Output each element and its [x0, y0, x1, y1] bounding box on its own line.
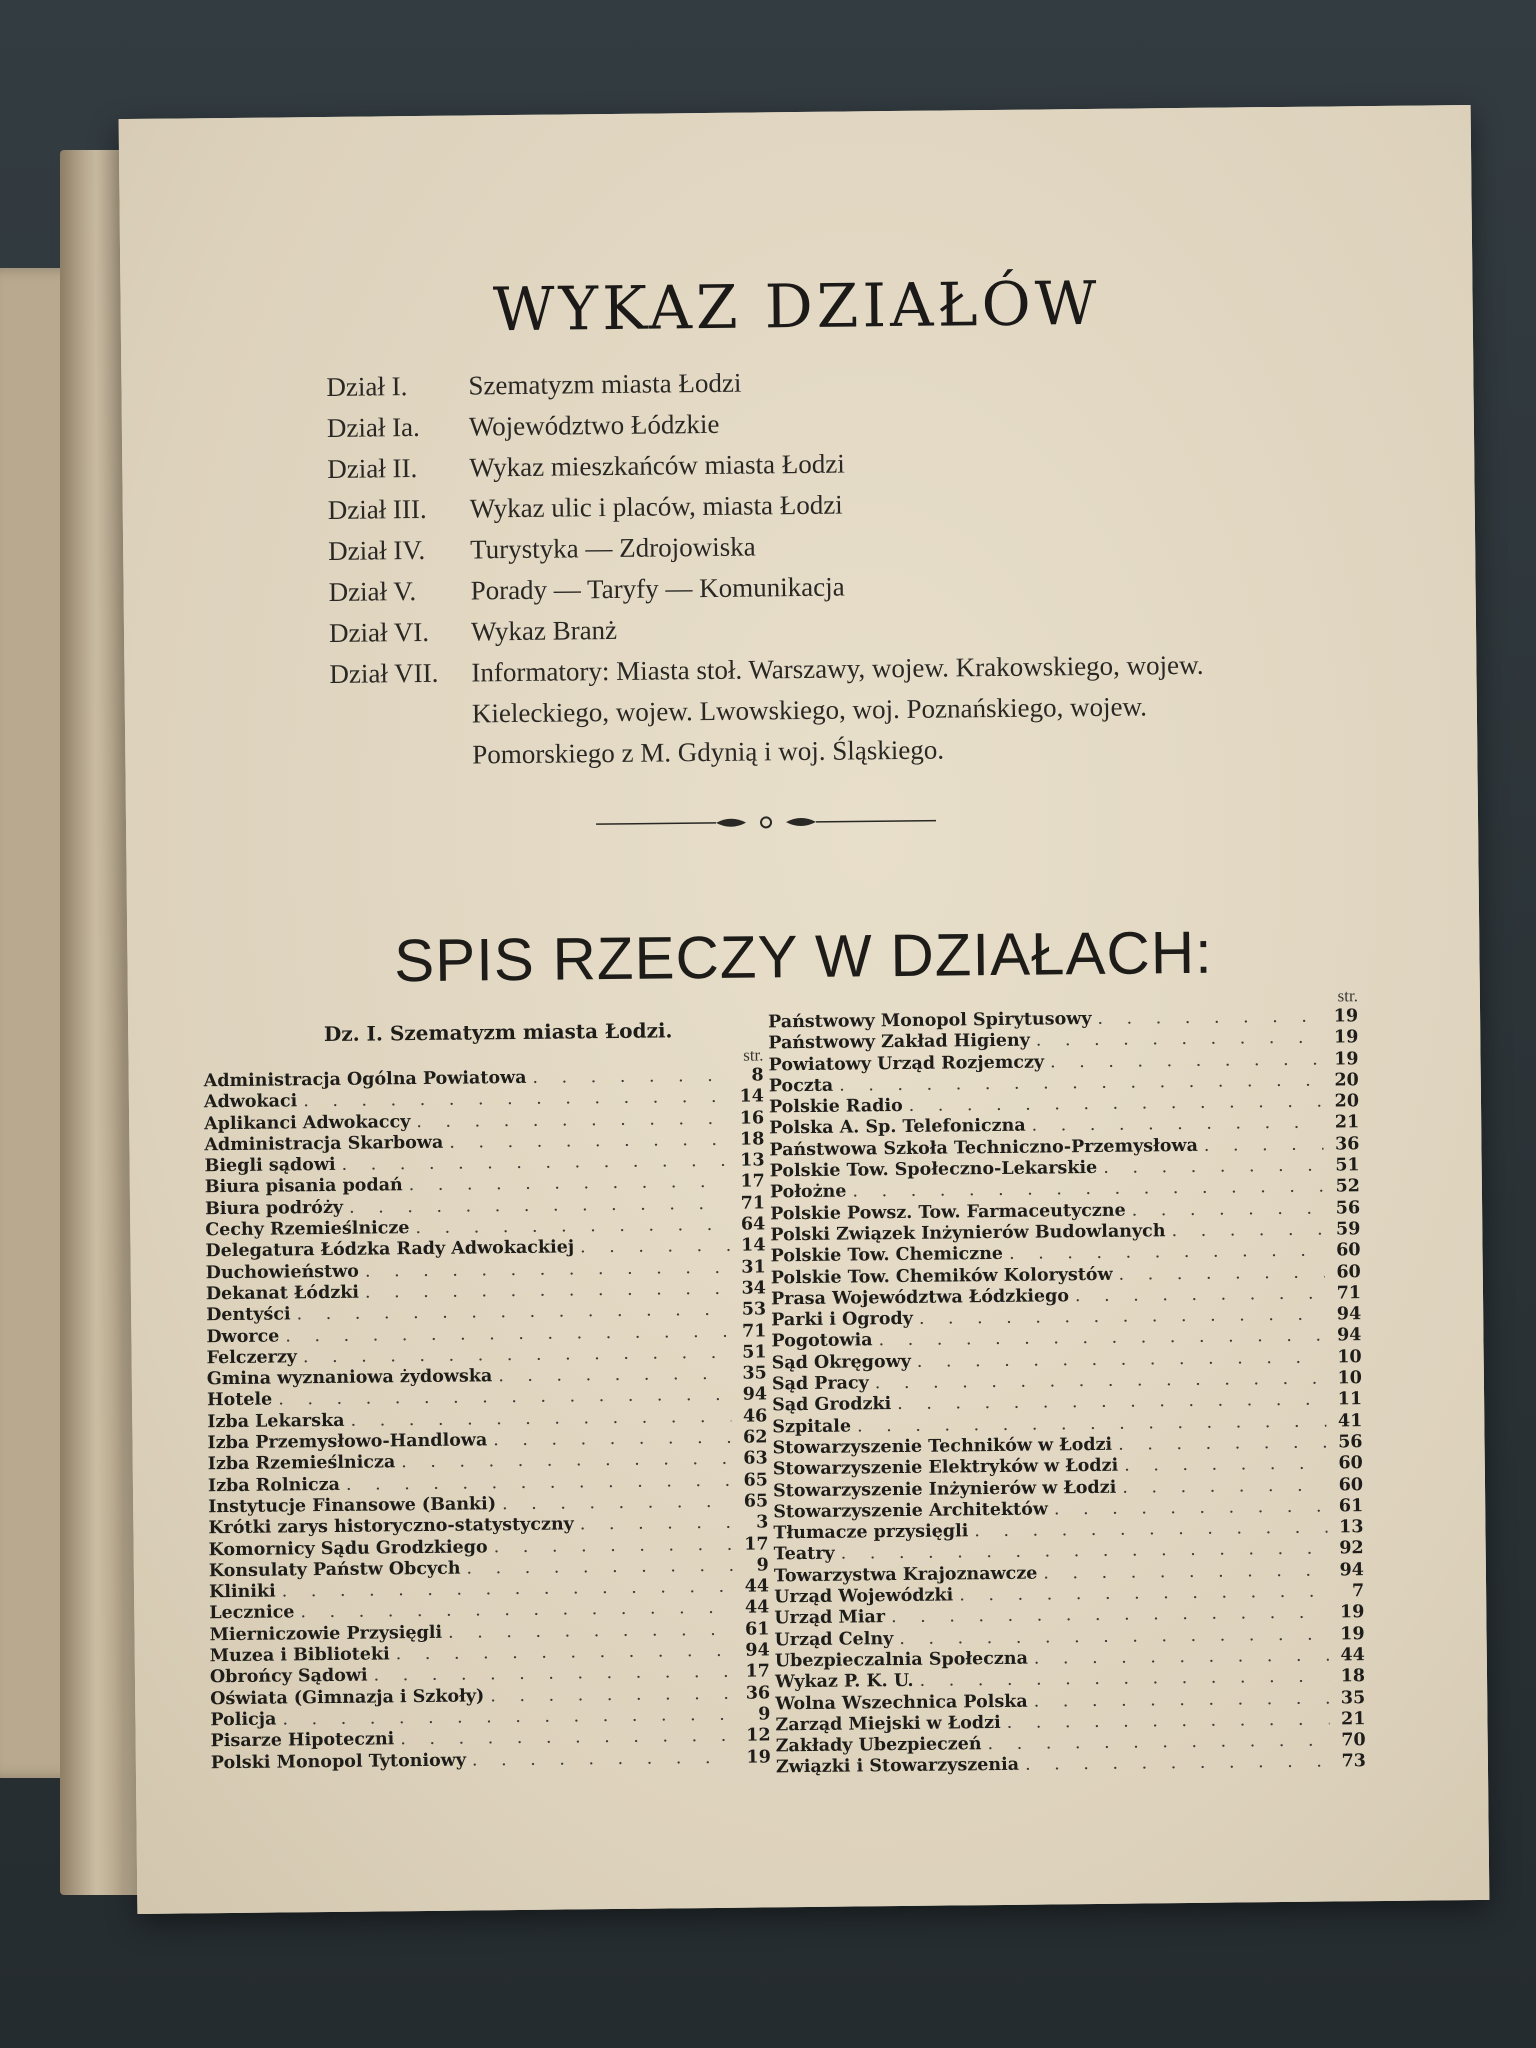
entry-page: 34: [741, 1278, 767, 1299]
entry-page: 35: [1340, 1687, 1366, 1708]
leader-dots: [1036, 1028, 1323, 1051]
entry-name: Urząd Wojewódzki: [774, 1585, 954, 1608]
entry-name: Oświata (Gimnazja i Szkoły): [210, 1685, 485, 1709]
entry-page: 14: [741, 1235, 766, 1257]
entry-name: Wykaz P. K. U.: [774, 1671, 914, 1693]
entry-name: Polska A. Sp. Telefoniczna: [769, 1116, 1026, 1139]
entry-page: 17: [744, 1533, 769, 1555]
section-text: Województwo Łódzkie: [468, 408, 720, 442]
leader-dots: [532, 1066, 727, 1088]
entry-page: 9: [756, 1555, 769, 1576]
entry-name: Państwowy Monopol Spirytusowy: [768, 1008, 1092, 1033]
entry-name: Teatry: [773, 1544, 835, 1565]
entry-name: Delegatura Łódzka Rady Adwokackiej: [205, 1237, 575, 1262]
leader-dots: [409, 1172, 729, 1195]
entry-name: Powiatowy Urząd Rozjemczy: [768, 1052, 1045, 1075]
entry-name: Polskie Tow. Chemików Kolorystów: [770, 1264, 1113, 1288]
entry-page: 92: [1339, 1538, 1364, 1559]
leader-dots: [365, 1257, 730, 1281]
entry-page: 60: [1338, 1474, 1364, 1495]
entry-name: Lecznice: [209, 1602, 295, 1624]
entry-name: Ubezpieczalnia Społeczna: [774, 1648, 1028, 1672]
entry-page: 46: [742, 1406, 768, 1427]
entry-page: 12: [746, 1725, 771, 1746]
leader-dots: [342, 1151, 729, 1175]
section-text: Turystyka — Zdrojowiska: [470, 531, 756, 565]
section-row: [329, 645, 1230, 777]
entry-page: 56: [1338, 1432, 1363, 1453]
leader-dots: [891, 1603, 1329, 1628]
leader-dots: [350, 1407, 731, 1431]
entry-page: 73: [1341, 1751, 1367, 1772]
main-title: WYKAZ DZIAŁÓW: [492, 268, 1101, 346]
section-label: Dział V.: [328, 576, 417, 607]
entry-name: Kliniki: [208, 1581, 276, 1603]
leader-dots: [490, 1683, 734, 1706]
entry-page: 94: [745, 1640, 770, 1661]
leader-dots: [303, 1087, 728, 1111]
entry-page: 65: [743, 1470, 769, 1491]
entry-page: 61: [745, 1619, 770, 1640]
leader-dots: [502, 1492, 732, 1514]
entry-name: Komornicy Sądu Grodzkiego: [208, 1536, 488, 1560]
entry-page: 94: [1339, 1559, 1365, 1581]
leader-dots: [498, 1364, 731, 1386]
leader-dots: [580, 1236, 730, 1258]
entry-name: Biura pisania podań: [204, 1175, 403, 1198]
leader-dots: [899, 1624, 1328, 1648]
leader-dots: [1171, 1220, 1324, 1242]
entry-page: 51: [742, 1342, 767, 1363]
entry-name: Stowarzyszenie Techników w Łodzi: [772, 1434, 1113, 1459]
leader-dots: [285, 1321, 730, 1346]
leader-dots: [909, 1092, 1323, 1116]
leader-dots: [415, 1215, 729, 1238]
leader-dots: [1034, 1645, 1329, 1668]
leader-dots: [1122, 1475, 1327, 1497]
entry-page: 70: [1341, 1730, 1366, 1751]
section-text: Szematyzm miasta Łodzi: [468, 367, 742, 401]
entry-page: 71: [740, 1193, 766, 1214]
section-label: Dział VII.: [329, 657, 439, 689]
entry-name: Stowarzyszenie Elektryków w Łodzi: [772, 1455, 1119, 1480]
entry-name: Polski Związek Inżynierów Budowlanych: [770, 1221, 1166, 1246]
entry-name: Felczerzy: [206, 1347, 298, 1369]
ornament-divider-icon: [596, 811, 936, 835]
leader-dots: [919, 1667, 1329, 1691]
leader-dots: [580, 1513, 733, 1535]
entry-page: 17: [740, 1171, 765, 1193]
entry-page: 19: [1339, 1602, 1365, 1623]
entry-name: Parki i Ogrody: [771, 1309, 913, 1331]
leader-dots: [448, 1619, 734, 1642]
section-label: Dział IV.: [328, 534, 426, 566]
section-text: Wykaz Branż: [470, 614, 618, 647]
entry-name: Zarząd Miejski w Łodzi: [775, 1712, 1001, 1736]
entry-name: Izba Lekarska: [207, 1410, 345, 1433]
leader-dots: [300, 1598, 733, 1623]
entry-page: 10: [1337, 1346, 1362, 1368]
entry-name: Prasa Województwa Łódzkiego: [770, 1286, 1070, 1310]
entry-name: Sąd Pracy: [771, 1373, 869, 1395]
entry-page: 44: [1340, 1645, 1365, 1666]
leader-dots: [396, 1641, 734, 1665]
entry-page: 60: [1336, 1240, 1361, 1261]
str-label: str.: [743, 1045, 764, 1065]
leader-dots: [974, 1518, 1327, 1542]
entry-page: 19: [1333, 1027, 1359, 1048]
entry-page: 11: [1337, 1389, 1363, 1410]
entry-name: Pisarze Hipoteczni: [210, 1729, 395, 1752]
entry-page: 19: [1334, 1048, 1359, 1070]
leader-dots: [959, 1582, 1328, 1606]
leader-dots: [346, 1470, 732, 1494]
entry-name: Administracja Ogólna Powiatowa: [203, 1067, 527, 1092]
entry-name: Urząd Celny: [774, 1628, 894, 1650]
entry-name: Adwokaci: [203, 1091, 298, 1113]
entry-name: Konsulaty Państw Obcych: [208, 1558, 461, 1582]
leader-dots: [1118, 1432, 1327, 1454]
entry-page: 8: [751, 1065, 764, 1086]
entry-page: 51: [1335, 1155, 1360, 1176]
entry-page: 7: [1351, 1581, 1365, 1602]
entry-page: 9: [758, 1704, 771, 1725]
leader-dots: [1075, 1283, 1325, 1306]
entry-name: Izba Rzemieślnicza: [207, 1452, 396, 1475]
entry-name: Państwowa Szkoła Techniczno-Przemysłowa: [769, 1135, 1198, 1161]
leader-dots: [449, 1130, 728, 1153]
leader-dots: [1050, 1049, 1323, 1072]
entry-page: 20: [1334, 1091, 1360, 1112]
entry-page: 71: [741, 1320, 767, 1342]
entry-page: 65: [743, 1491, 769, 1512]
entry-name: Policja: [210, 1709, 277, 1731]
leader-dots: [1132, 1198, 1325, 1220]
leader-dots: [1032, 1113, 1324, 1136]
entry-page: 18: [1340, 1666, 1366, 1687]
entry-name: Urząd Miar: [774, 1607, 886, 1629]
entry-name: Dworce: [206, 1326, 280, 1347]
section-label: Dział VI.: [328, 616, 430, 648]
entry-page: 52: [1335, 1176, 1360, 1197]
section-label: Dział III.: [327, 493, 427, 525]
entry-name: Polski Monopol Tytoniowy: [210, 1750, 467, 1773]
spis-title: SPIS RZECZY W DZIAŁACH:: [393, 918, 1214, 995]
entry-page: 71: [1336, 1283, 1362, 1304]
entry-name: Krótki zarys historyczno-statystyczny: [208, 1514, 574, 1539]
entry-name: Obrońcy Sądowi: [209, 1665, 368, 1688]
list-item: [211, 1747, 771, 1774]
leader-dots: [373, 1662, 734, 1686]
section-label: Dział I.: [326, 371, 408, 402]
entry-page: 36: [1334, 1133, 1360, 1155]
entry-page: 56: [1335, 1197, 1361, 1219]
leader-dots: [303, 1343, 731, 1367]
entry-page: 16: [739, 1108, 765, 1129]
entry-name: Pogotowia: [771, 1330, 873, 1352]
entry-name: Instytucje Finansowe (Banki): [208, 1494, 497, 1518]
entry-name: Wolna Wszechnica Polska: [775, 1691, 1028, 1714]
leader-dots: [919, 1305, 1326, 1329]
leader-dots: [494, 1534, 733, 1557]
entry-name: Izba Przemysłowo-Handlowa: [207, 1430, 488, 1454]
leader-dots: [1097, 1007, 1322, 1029]
entry-name: Położne: [769, 1181, 847, 1203]
entry-page: 44: [744, 1576, 770, 1597]
leader-dots: [297, 1300, 731, 1325]
leader-dots: [416, 1108, 728, 1131]
entry-page: 13: [1338, 1517, 1364, 1538]
entry-name: Polskie Radio: [768, 1096, 903, 1118]
entry-name: Biura podróży: [204, 1197, 344, 1220]
entry-page: 63: [743, 1448, 768, 1470]
entry-page: 41: [1337, 1410, 1363, 1432]
leader-dots: [466, 1556, 733, 1579]
leader-dots: [1124, 1454, 1327, 1476]
leader-dots: [1025, 1752, 1330, 1775]
entry-page: 60: [1338, 1453, 1363, 1474]
leader-dots: [349, 1194, 729, 1218]
entry-page: 3: [756, 1512, 769, 1533]
entry-name: Aplikanci Adwokaccy: [204, 1111, 411, 1134]
entry-name: Cechy Rzemieślnicze: [205, 1218, 410, 1241]
right-column: [768, 986, 1366, 1779]
leader-dots: [401, 1449, 732, 1472]
entry-page: 94: [1336, 1325, 1362, 1346]
entry-name: Duchowieństwo: [205, 1261, 360, 1283]
entry-page: 94: [1336, 1304, 1362, 1325]
entry-page: 31: [741, 1257, 766, 1278]
entry-name: Państwowy Zakład Higieny: [768, 1030, 1030, 1054]
leader-dots: [493, 1428, 731, 1450]
left-column-heading: Dz. I. Szematyzm miasta Łodzi.: [323, 1018, 673, 1047]
section-text: Informatory: Miasta stoł. Warszawy, wojew. Krakowskiego, wojew. Kieleckiego, wojew. Lwowskiego, woj. Poznańskiego, wojew. Pomorskiego z M. Gdynią i woj. Śląskiego.: [471, 649, 1204, 770]
section-text: Wykaz ulic i placów, miasta Łodzi: [469, 489, 843, 524]
entry-name: Sąd Grodzki: [772, 1394, 892, 1416]
entry-page: 20: [1334, 1070, 1359, 1091]
entry-page: 60: [1336, 1261, 1361, 1283]
leader-dots: [472, 1747, 735, 1770]
entry-page: 59: [1335, 1219, 1361, 1240]
leader-dots: [987, 1731, 1329, 1755]
entry-name: Szpitale: [772, 1416, 852, 1437]
entry-name: Biegli sądowi: [204, 1155, 336, 1177]
entry-name: Związki i Stowarzyszenia: [775, 1755, 1020, 1778]
entry-page: 53: [741, 1299, 767, 1320]
entry-page: 10: [1337, 1368, 1362, 1389]
leader-dots: [1009, 1241, 1325, 1264]
leader-dots: [365, 1279, 730, 1303]
leader-dots: [1119, 1262, 1325, 1284]
entry-page: 64: [740, 1214, 766, 1235]
sections-list: [326, 358, 1230, 777]
entry-name: Muzea i Biblioteki: [209, 1644, 390, 1667]
leader-dots: [1043, 1560, 1328, 1583]
entry-page: 13: [740, 1150, 765, 1171]
left-column: [203, 1017, 771, 1774]
entry-name: Administracja Skarbowa: [204, 1132, 444, 1156]
leader-dots: [917, 1347, 1326, 1371]
entry-page: 94: [742, 1384, 768, 1406]
entry-name: Gmina wyznaniowa żydowska: [206, 1366, 493, 1390]
entry-name: Stowarzyszenie Architektów: [773, 1499, 1048, 1523]
entry-name: Hotele: [206, 1390, 273, 1411]
entry-page: 61: [1338, 1495, 1364, 1517]
leader-dots: [1103, 1156, 1324, 1178]
book-page: [119, 105, 1490, 1914]
str-label: str.: [1337, 986, 1358, 1006]
entry-page: 62: [743, 1427, 768, 1448]
entry-page: 36: [745, 1683, 771, 1704]
entry-name: Izba Rolnicza: [207, 1474, 341, 1496]
section-label: Dział Ia.: [326, 411, 420, 443]
section-text: Wykaz mieszkańców miasta Łodzi: [469, 448, 845, 483]
section-text: Porady — Taryfy — Komunikacja: [470, 571, 845, 606]
entry-page: 19: [746, 1746, 771, 1768]
section-label: Dział II.: [327, 453, 418, 484]
entry-page: 19: [1340, 1623, 1365, 1645]
leader-dots: [878, 1326, 1325, 1351]
entry-page: 21: [1340, 1708, 1366, 1730]
entry-page: 21: [1334, 1112, 1360, 1133]
entry-name: Sąd Okręgowy: [771, 1351, 911, 1374]
entry-page: 35: [742, 1363, 767, 1384]
leader-dots: [897, 1390, 1326, 1414]
entry-name: Zakłady Ubezpieczeń: [775, 1734, 982, 1757]
entry-page: 17: [745, 1661, 771, 1682]
entry-page: 18: [739, 1129, 765, 1150]
entry-name: Dentyści: [206, 1304, 291, 1326]
entry-page: 44: [744, 1597, 770, 1619]
entry-page: 14: [739, 1086, 765, 1107]
leader-dots: [1054, 1496, 1328, 1519]
leader-dots: [400, 1726, 735, 1750]
entry-name: Polskie Tow. Chemiczne: [770, 1244, 1004, 1267]
entry-name: Polskie Tow. Społeczno-Lekarskie: [769, 1158, 1098, 1182]
entry-name: Poczta: [768, 1075, 834, 1097]
entry-name: Tłumacze przysięgli: [773, 1521, 969, 1544]
leader-dots: [1034, 1688, 1330, 1711]
entry-name: Polskie Powsz. Tow. Farmaceutyczne: [770, 1200, 1126, 1225]
leader-dots: [1007, 1709, 1330, 1732]
leader-dots: [1204, 1134, 1324, 1155]
entry-name: Dekanat Łódzki: [205, 1282, 360, 1305]
entry-name: Towarzystwa Krajoznawcze: [773, 1563, 1038, 1587]
entry-page: 19: [1333, 1006, 1359, 1027]
entry-name: Stowarzyszenie Inżynierów w Łodzi: [772, 1477, 1117, 1501]
entry-name: Mierniczowie Przysięgli: [209, 1622, 443, 1645]
